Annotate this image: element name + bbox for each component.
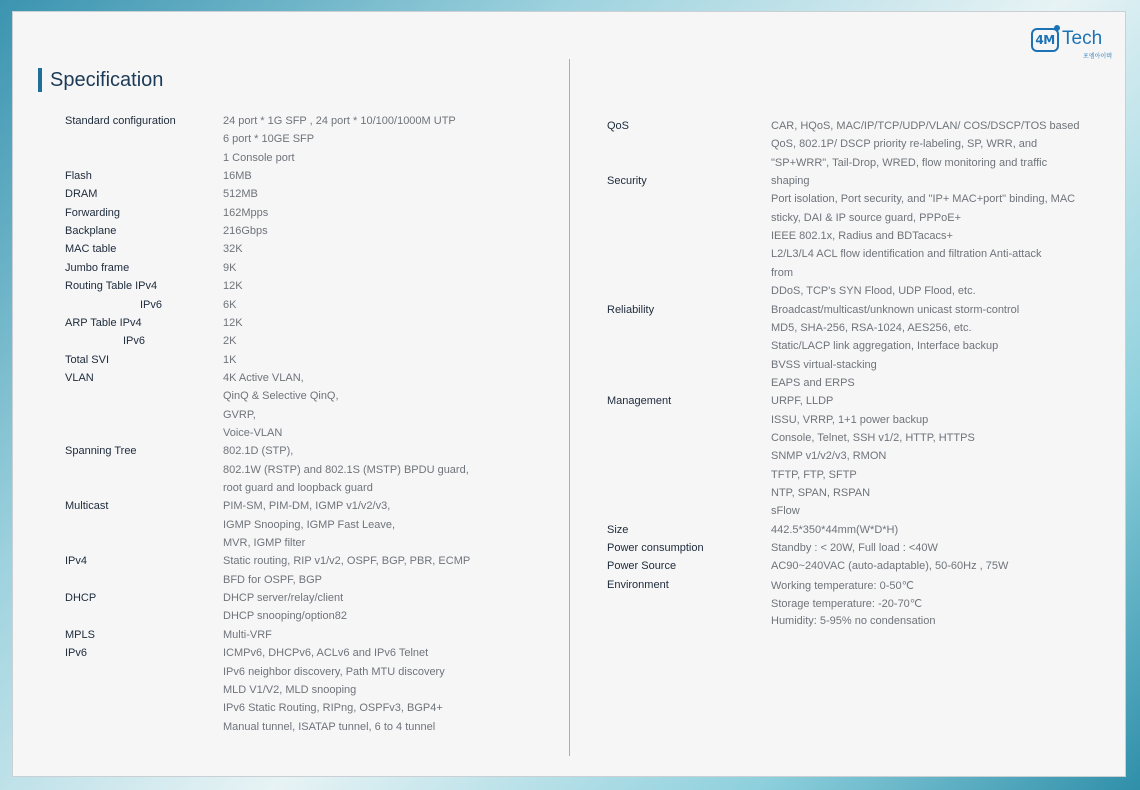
spec-value: SNMP v1/v2/v3, RMON [771, 450, 887, 463]
spec-label: QoS [607, 120, 630, 132]
spec-label: DRAM [65, 188, 98, 201]
spec-value: 802.1D (STP), [223, 445, 294, 458]
spec-label: Size [607, 523, 629, 536]
page-title: Specification [50, 69, 164, 91]
spec-value: DHCP server/relay/client [223, 592, 344, 605]
spec-label: IPv4 [65, 555, 88, 568]
spec-value: Broadcast/multicast/unknown unicast storm-control [771, 303, 1020, 316]
spec-value: sticky, DAI & IP source guard, PPPoE+ [771, 211, 962, 224]
spec-value: sFlow [771, 505, 800, 518]
spec-value: CAR, HQoS, MAC/IP/TCP/UDP/VLAN/ COS/DSCP/TOS based [771, 120, 1080, 132]
spec-value: 16MB [223, 170, 252, 183]
spec-label: Spanning Tree [65, 445, 137, 458]
spec-value: 216Gbps [223, 225, 268, 238]
spec-value: 12K [223, 316, 243, 329]
spec-value: 9K [223, 261, 237, 274]
spec-value: GVRP, [223, 408, 256, 421]
spec-value: from [771, 266, 793, 279]
spec-label: MPLS [65, 628, 95, 641]
spec-label: Security [607, 175, 647, 188]
spec-value: 802.1W (RSTP) and 802.1S (MSTP) BPDU guard, [223, 463, 469, 476]
spec-label: Total SVI [65, 353, 110, 366]
spec-label: IPv6 [140, 298, 163, 311]
logo-dot-icon [1054, 25, 1060, 31]
spec-value: 6K [223, 298, 237, 311]
spec-value: Standby : < 20W, Full load : <40W [771, 542, 938, 555]
spec-value: Storage temperature: -20-70℃ [771, 598, 923, 611]
spec-label: Routing Table IPv4 [65, 280, 158, 293]
spec-value: Voice-VLAN [223, 426, 283, 439]
spec-value: Static/LACP link aggregation, Interface backup [771, 340, 999, 353]
spec-label: DHCP [65, 592, 97, 605]
spec-label: Power consumption [607, 542, 704, 555]
spec-value: PIM-SM, PIM-DM, IGMP v1/v2/v3, [223, 500, 391, 513]
spec-value: MVR, IGMP filter [223, 537, 306, 550]
spec-value: 442.5*350*44mm(W*D*H) [771, 523, 899, 536]
spec-label: IPv6 [123, 335, 146, 348]
spec-value: 2K [223, 335, 237, 348]
spec-value: 4K Active VLAN, [223, 371, 304, 384]
spec-value: "SP+WRR", Tail-Drop, WRED, flow monitoring and traffic [771, 156, 1048, 169]
spec-value: Working temperature: 0-50℃ [771, 579, 914, 592]
spec-label: ARP Table IPv4 [65, 316, 142, 329]
logo-subtitle: 포엠아이텍 [1083, 54, 1112, 60]
spec-value: 162Mpps [223, 206, 269, 219]
spec-value: shaping [771, 175, 810, 188]
spec-value: DHCP snooping/option82 [223, 610, 347, 623]
spec-label: Flash [65, 170, 92, 183]
spec-label: VLAN [65, 371, 94, 384]
spec-value: 24 port * 1G SFP , 24 port * 10/100/1000M UTP [223, 115, 456, 127]
spec-value: IPv6 Static Routing, RIPng, OSPFv3, BGP4+ [223, 702, 443, 715]
spec-label: Power Source [607, 560, 677, 573]
spec-value: 32K [223, 243, 243, 256]
spec-value: URPF, LLDP [771, 395, 834, 408]
spec-value: IPv6 neighbor discovery, Path MTU discovery [223, 665, 445, 678]
spec-value: IEEE 802.1x, Radius and BDTacacs+ [771, 230, 953, 243]
spec-value: ICMPv6, DHCPv6, ACLv6 and IPv6 Telnet [223, 647, 429, 660]
spec-value: DDoS, TCP's SYN Flood, UDP Flood, etc. [771, 285, 976, 298]
spec-value: AC90~240VAC (auto-adaptable), 50-60Hz , 75W [771, 560, 1009, 573]
spec-value: Humidity: 5-95% no condensation [771, 615, 936, 628]
spec-value: Manual tunnel, ISATAP tunnel, 6 to 4 tunnel [223, 720, 436, 733]
spec-value: BVSS virtual-stacking [771, 358, 877, 371]
spec-value: root guard and loopback guard [223, 482, 373, 494]
spec-value: 1K [223, 353, 237, 366]
company-logo [1031, 26, 1117, 60]
spec-value: QoS, 802.1P/ DSCP priority re-labeling, SP, WRR, and [771, 138, 1038, 151]
logo-mark: 4M [1031, 28, 1059, 52]
spec-value: MD5, SHA-256, RSA-1024, AES256, etc. [771, 321, 972, 334]
spec-value: NTP, SPAN, RSPAN [771, 487, 871, 499]
spec-label: Backplane [65, 225, 117, 238]
spec-label: Jumbo frame [65, 261, 130, 274]
spec-value: EAPS and ERPS [771, 376, 855, 389]
spec-label: Reliability [607, 303, 655, 316]
spec-value: 12K [223, 280, 243, 293]
spec-value: Static routing, RIP v1/v2, OSPF, BGP, PBR, ECMP [223, 555, 471, 568]
spec-label: Forwarding [65, 206, 121, 219]
spec-value: L2/L3/L4 ACL flow identification and filtration Anti-attack [771, 248, 1042, 261]
spec-label: MAC table [65, 243, 117, 256]
logo-word: Tech [1062, 28, 1103, 49]
spec-label: Environment [607, 578, 669, 591]
spec-value: Console, Telnet, SSH v1/2, HTTP, HTTPS [771, 431, 975, 444]
spec-value: Port isolation, Port security, and "IP+ MAC+port" binding, MAC [771, 193, 1076, 206]
spec-label: Standard configuration [65, 115, 176, 127]
title-accent-bar [38, 68, 42, 92]
spec-sheet [12, 11, 1126, 777]
spec-value: Multi-VRF [223, 628, 272, 641]
spec-value: 6 port * 10GE SFP [223, 133, 315, 146]
spec-value: BFD for OSPF, BGP [223, 573, 323, 586]
spec-value: 512MB [223, 188, 258, 201]
spec-value: QinQ & Selective QinQ, [223, 390, 339, 403]
column-divider [569, 59, 570, 756]
spec-label: Multicast [65, 500, 109, 513]
spec-value: ISSU, VRRP, 1+1 power backup [771, 413, 929, 426]
spec-value: IGMP Snooping, IGMP Fast Leave, [223, 518, 396, 531]
spec-label: IPv6 [65, 647, 88, 660]
spec-value: 1 Console port [223, 151, 295, 164]
spec-value: TFTP, FTP, SFTP [771, 468, 857, 481]
spec-label: Management [607, 395, 672, 408]
spec-value: MLD V1/V2, MLD snooping [223, 683, 357, 696]
